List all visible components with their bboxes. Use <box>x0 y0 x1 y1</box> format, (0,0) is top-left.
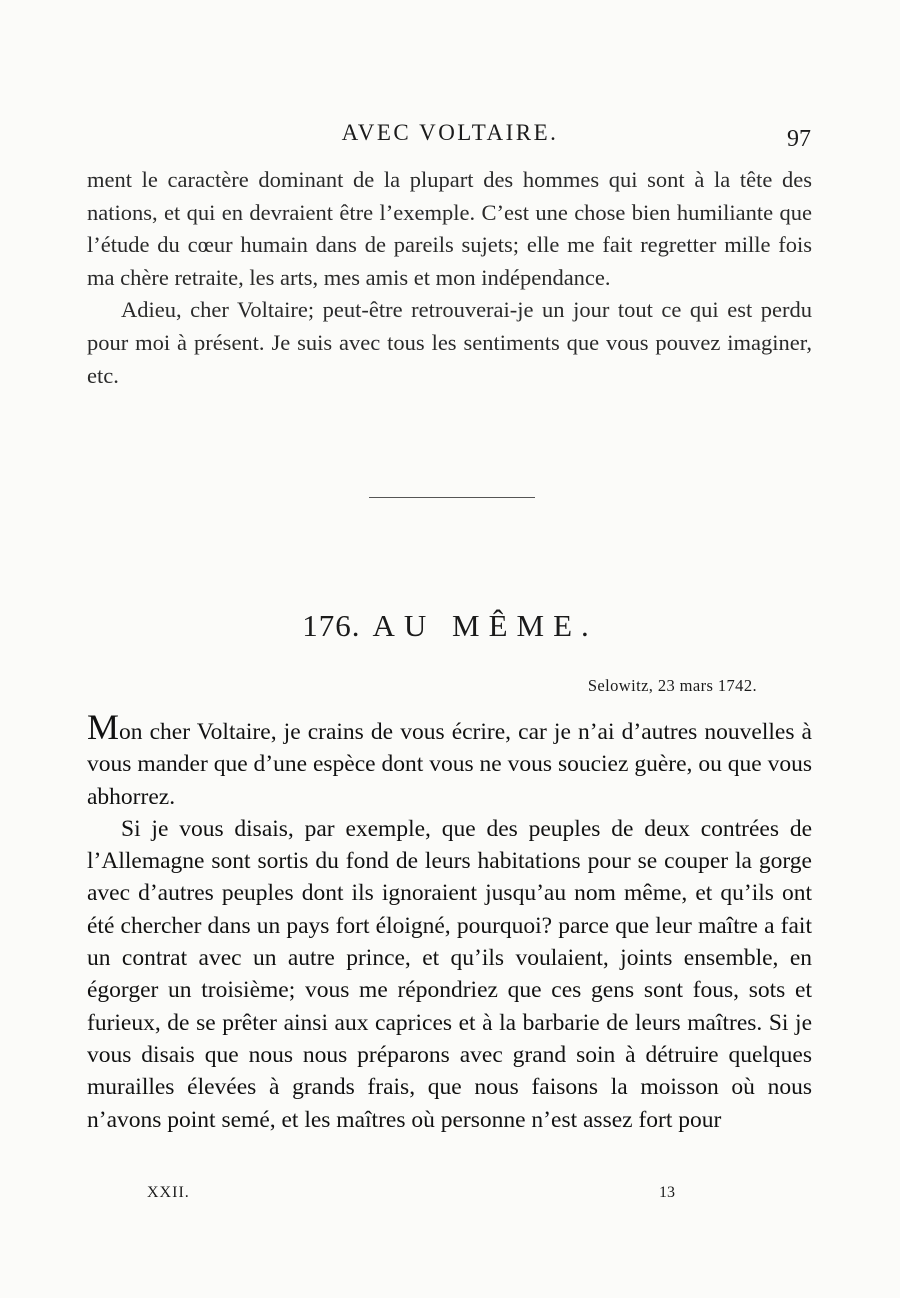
letter-dateline: Selowitz, 23 mars 1742. <box>587 676 757 695</box>
section-separator-rule <box>369 497 535 498</box>
drop-cap: M <box>87 707 120 747</box>
letter-paragraph-text: on cher Voltaire, je crains de vous écrire, car je n’ai d’autres nouvelles à vous mander que d’une espèce dont vous ne vous souciez guère, ou que vous abhorrez. <box>87 719 812 810</box>
letter-number: 176. <box>302 608 361 643</box>
previous-letter-paragraph: ment le caractère dominant de la plupart des hommes qui sont à la tête des nations, et qui en devraient être l’exemple. C’est une chose bien humiliante que l’étude du cœur humain dans de pareils sujets; elle me fait regretter mille fois ma chère retraite, les arts, mes amis et mon indépendance. <box>87 167 812 290</box>
page-number: 97 <box>787 126 811 152</box>
letter-paragraph <box>87 707 812 813</box>
gathering-number: 13 <box>659 1184 675 1201</box>
page-footer <box>0 1184 900 1208</box>
previous-letter-paragraph: Adieu, cher Voltaire; peut-être retrouverai-je un jour tout ce qui est perdu pour moi à présent. Je suis avec tous les sentiments que vous pouvez imaginer, etc. <box>87 297 812 388</box>
letter-paragraph: Si je vous disais, par exemple, que des peuples de deux contrées de l’Allemagne sont sortis du fond de leurs habitations pour se couper la gorge avec d’autres peuples dont ils ignoraient jusqu’au nom même, et qu’ils ont été chercher dans un pays fort éloigné, pourquoi? parce que leur maître a fait un contrat avec un autre prince, et qu’ils voulaient, joints ensemble, en égorger un troisième; vous me répondriez que ces gens sont fous, sots et furieux, de se prêter ainsi aux caprices et à la barbarie de leurs maîtres. Si je vous disais que nous nous préparons avec grand soin à détruire quelques murailles élevées à grands frais, que nous faisons la moisson où nous n’avons point semé, et les maîtres où personne n’est assez fort pour <box>87 815 812 1133</box>
running-head <box>0 120 900 154</box>
signature-mark: XXII. <box>147 1184 190 1201</box>
letter-title: AU MÊME. <box>372 608 598 643</box>
previous-letter-text <box>87 164 812 392</box>
letter-body <box>87 707 812 1136</box>
running-title: AVEC VOLTAIRE. <box>341 120 559 145</box>
letter-heading <box>0 608 900 644</box>
